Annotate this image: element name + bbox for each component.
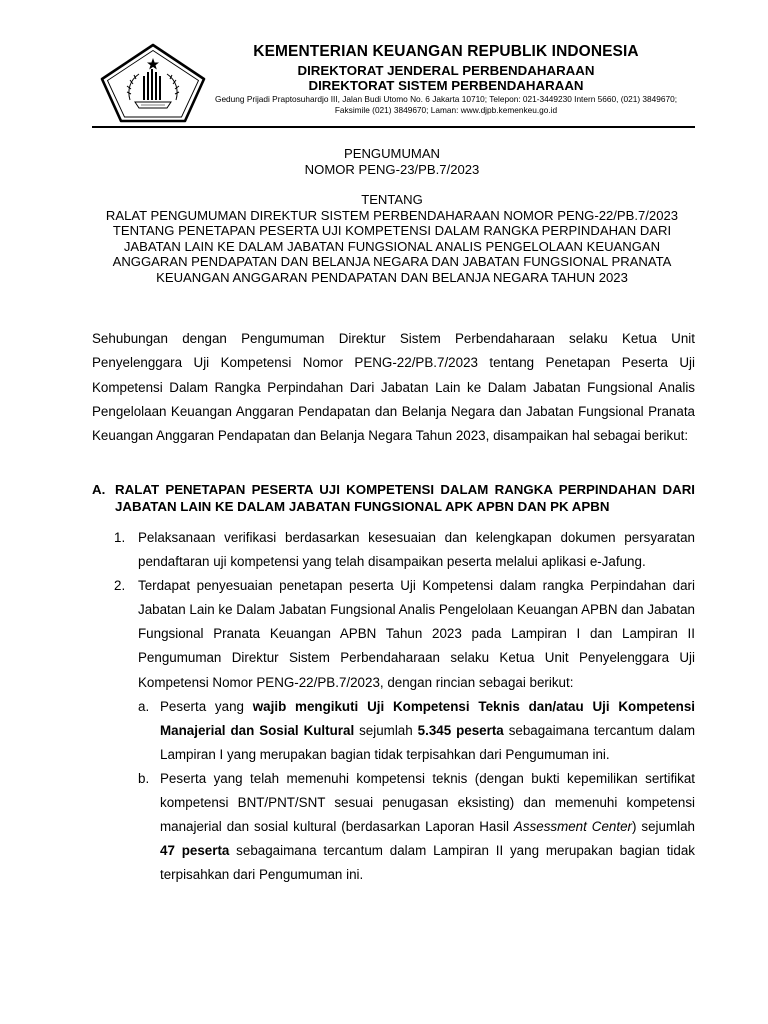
announcement-number: NOMOR PENG-23/PB.7/2023 bbox=[304, 161, 480, 177]
ministry-name: KEMENTERIAN KEUANGAN REPUBLIK INDONESIA bbox=[253, 43, 639, 60]
list-item-text: Terdapat penyesuaian penetapan peserta Uji Kompetensi dalam rangka Perpindahan dari Jabatan Lain ke Dalam Jabatan Fungsional Analis Pengelolaan Keuangan APBN dan Jabatan Fungsional Pranata Keuangan APBN Tahun 2023 pada Lampiran I dan Lampiran II Pengumuman Direktur Sistem Perbendaharaan selaku Ketua Unit Penyelenggara Uji Kompetensi Nomor PENG-22/PB.7/2023, dengan rincian sebagai berikut: bbox=[138, 578, 695, 690]
sub-list-item-text: Peserta yang telah memenuhi kompetensi teknis (dengan bukti kepemilikan sertifikat kompetensi BNT/PNT/SNT sesuai penugasan eksisting) dan memenuhi kompetensi manajerial dan sosial kultural (berdasarkan Laporan Hasil Assessment Center) sejumlah 47 peserta sebagaimana tercantum dalam Lampiran II yang merupakan bagian tidak terpisahkan dari Pengumuman ini. bbox=[160, 770, 695, 883]
italic-phrase: Assessment Center bbox=[513, 819, 632, 835]
list-item-number: 1. bbox=[114, 530, 126, 545]
announcement-label: PENGUMUMAN bbox=[343, 146, 441, 161]
directorate-general-name: DIREKTORAT JENDERAL PERBENDAHARAAN bbox=[297, 63, 595, 78]
participant-count: 5.345 peserta bbox=[417, 722, 504, 738]
letterhead bbox=[206, 42, 686, 116]
letterhead-divider bbox=[92, 126, 695, 128]
list-item bbox=[92, 526, 695, 574]
sub-list-item-text: Peserta yang wajib mengikuti Uji Kompetensi Teknis dan/atau Uji Kompetensi Manajerial dan Sosial Kultural sejumlah 5.345 peserta sebagaimana tercantum dalam Lampiran I yang merupakan bagian tidak terpisahkan dari Pengumuman ini. bbox=[160, 698, 695, 762]
directorate-name: DIREKTORAT SISTEM PERBENDAHARAAN bbox=[308, 78, 584, 93]
list-item-number: 2. bbox=[114, 578, 126, 594]
participant-count: 47 peserta bbox=[160, 843, 230, 859]
section-a-letter: A. bbox=[92, 482, 106, 497]
ministry-emblem-logo bbox=[97, 42, 209, 124]
intro-paragraph: Sehubungan dengan Pengumuman Direktur Sistem Perbendaharaan selaku Ketua Unit Penyelenggara Uji Kompetensi Nomor PENG-22/PB.7/2023 tentang Penetapan Peserta Uji Kompetensi Dalam Rangka Perpindahan Dari Jabatan Lain ke Dalam Jabatan Fungsional Analis Pengelolaan Keuangan Anggaran Pendapatan dan Belanja Negara dan Jabatan Fungsional Pranata Keuangan Anggaran Pendapatan dan Belanja Negara Tahun 2023, disampaikan hal sebagai berikut: bbox=[92, 331, 695, 444]
section-a-heading bbox=[92, 481, 695, 515]
sub-list-item-letter: a. bbox=[138, 698, 150, 714]
announcement-subject: RALAT PENGUMUMAN DIREKTUR SISTEM PERBENDAHARAAN NOMOR PENG-22/PB.7/2023 TENTANG PENETAPAN PESERTA UJI KOMPETENSI DALAM RANGKA PERPINDAHAN DARI JABATAN LAIN KE DALAM JABATAN FUNGSIONAL ANALIS PENGELOLAAN KEUANGAN ANGGARAN PENDAPATAN DAN BELANJA NEGARA DAN JABATAN FUNGSIONAL PRANATA KEUANGAN ANGGARAN PENDAPATAN DAN BELANJA NEGARA TAHUN 2023 bbox=[105, 207, 679, 285]
list-item bbox=[92, 574, 695, 694]
announcement-title-block bbox=[88, 146, 696, 285]
sub-list-item bbox=[92, 767, 695, 887]
section-a-list bbox=[92, 526, 695, 887]
list-item-text: Pelaksanaan verifikasi berdasarkan kesesuaian dan kelengkapan dokumen persyaratan pendaftaran uji kompetensi yang telah disampaikan peserta melalui aplikasi e-Jafung. bbox=[138, 530, 695, 570]
bold-phrase: wajib mengikuti Uji Kompetensi Teknis dan/atau Uji Kompetensi Manajerial dan Sosial Kultural bbox=[160, 698, 695, 738]
section-a-title: RALAT PENETAPAN PESERTA UJI KOMPETENSI DALAM RANGKA PERPINDAHAN DARI JABATAN LAIN KE DALAM JABATAN FUNGSIONAL APK APBN DAN PK APBN bbox=[115, 482, 695, 514]
sub-list-item-letter: b. bbox=[138, 770, 150, 786]
about-label: TENTANG bbox=[361, 192, 423, 207]
sub-list-item bbox=[92, 695, 695, 767]
letterhead-address: Gedung Prijadi Praptosuhardjo III, Jalan Budi Utomo No. 6 Jakarta 10710; Telepon: 021-3449230 Intern 5660, (021) 3849670; Faksimile (021) 3849670; Laman: www.djpb.kemenkeu.go.id bbox=[214, 94, 678, 115]
